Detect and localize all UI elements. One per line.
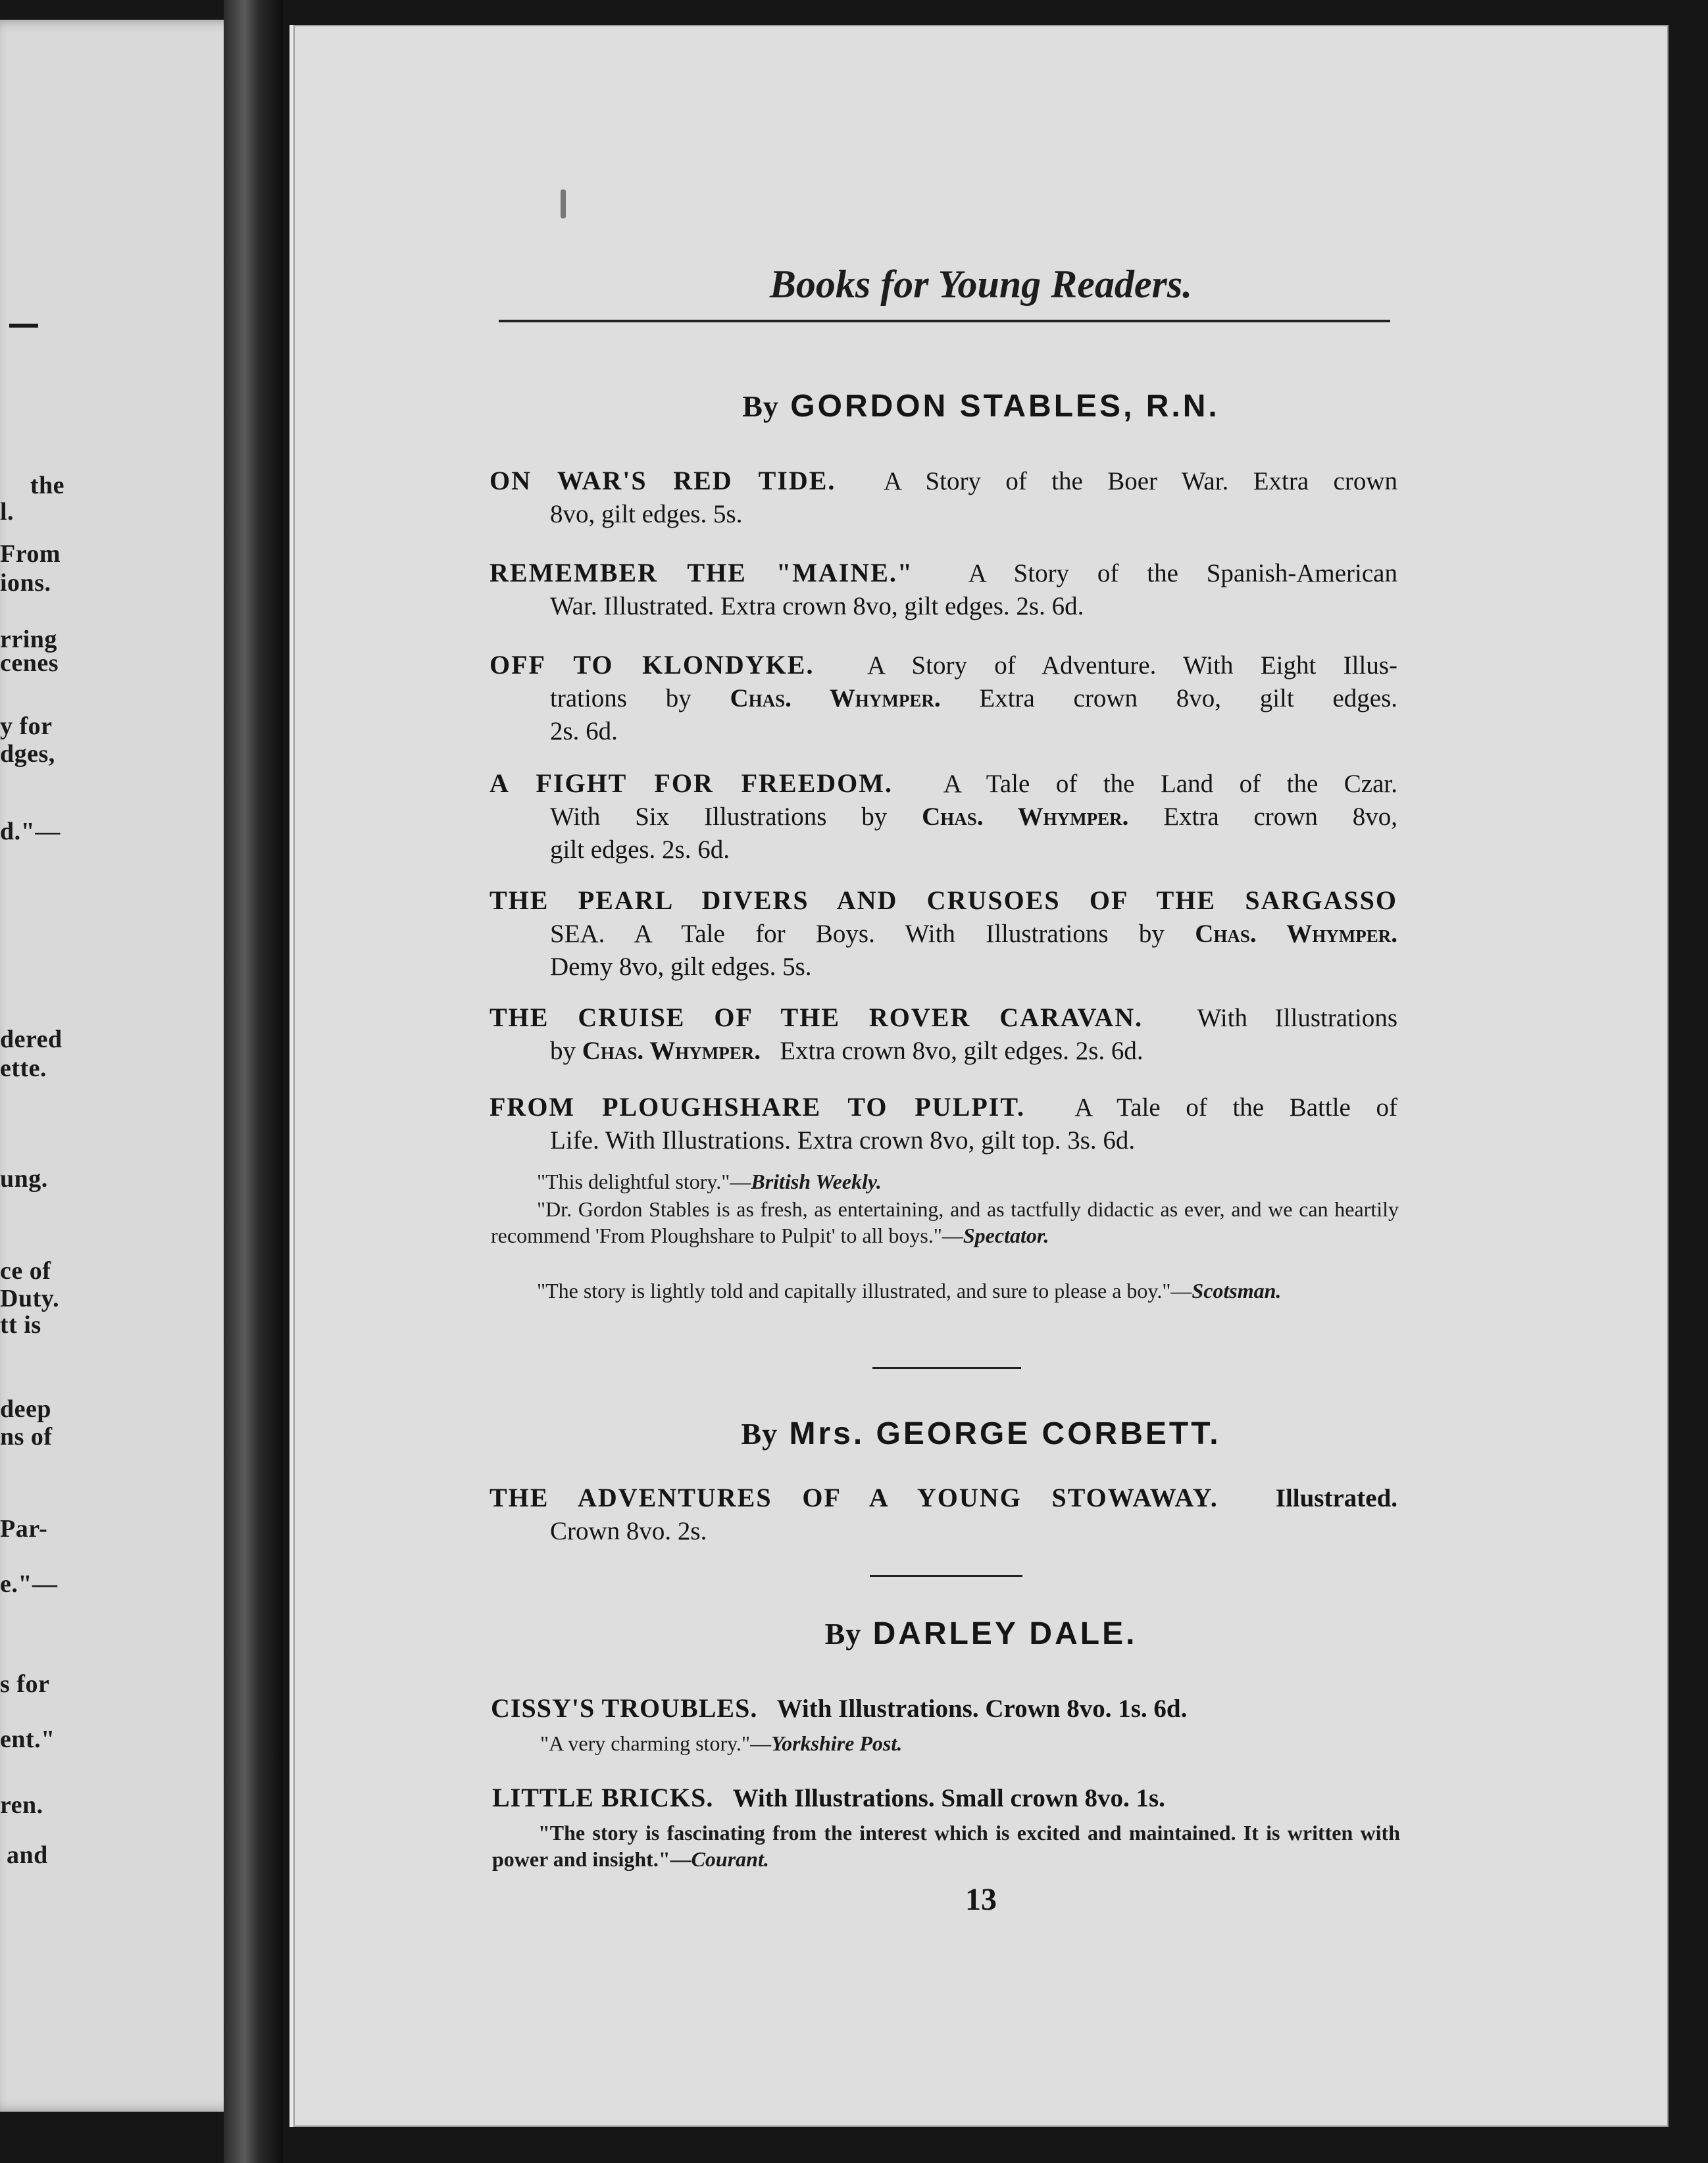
press-quote	[491, 1278, 1399, 1304]
book-entry	[491, 1692, 1399, 1726]
illustrator-name: Chas. Whymper.	[730, 684, 941, 712]
fragment: Par-	[0, 1515, 48, 1543]
fragment: From	[0, 540, 61, 568]
quote-source: British Weekly.	[751, 1170, 882, 1193]
book-description: With Illustrations. Crown 8vo. 1s. 6d.	[776, 1695, 1188, 1723]
catalogue-page	[289, 25, 1669, 2127]
book-description: With Illustrations	[1197, 1004, 1397, 1032]
author-heading	[293, 1616, 1669, 1652]
book-price: 2s. 6d.	[550, 717, 618, 745]
book-details: SEA. A Tale for Boys. With Illustrations by	[550, 920, 1165, 948]
quote-source: Yorkshire Post.	[771, 1731, 903, 1755]
fragment: ce of	[0, 1257, 51, 1285]
section-divider	[872, 1367, 1021, 1369]
book-title: THE CRUISE OF THE ROVER CARAVAN.	[490, 1003, 1143, 1032]
fragment: deep	[0, 1395, 51, 1423]
fragment: Duty.	[0, 1285, 60, 1312]
fragment: rring	[0, 626, 57, 653]
book-title: OFF TO KLONDYKE.	[490, 650, 815, 680]
book-title: THE ADVENTURES OF A YOUNG STOWAWAY.	[490, 1483, 1218, 1512]
quote-source: Scotsman.	[1192, 1279, 1282, 1303]
quote-text: "The story is fascinating from the interest which is excited and maintained. It is written with power and insight."—	[492, 1821, 1400, 1871]
fragment: e."—	[0, 1570, 58, 1598]
illustrator-name: Chas. Whymper.	[922, 803, 1129, 831]
fragment: ions.	[0, 569, 51, 597]
fragment: ung.	[0, 1165, 48, 1193]
book-details: Extra crown 8vo, gilt edges. 2s. 6d.	[780, 1037, 1143, 1065]
illustrator-name: Chas. Whymper.	[582, 1037, 761, 1065]
book-details: trations by	[550, 684, 691, 712]
author-heading	[293, 1416, 1669, 1452]
section-divider	[870, 1575, 1022, 1577]
book-title: A FIGHT FOR FREEDOM.	[490, 768, 893, 798]
book-title: FROM PLOUGHSHARE TO PULPIT.	[490, 1092, 1026, 1122]
header-rule	[499, 320, 1390, 322]
book-details: War. Illustrated. Extra crown 8vo, gilt edges. 2s. 6d.	[550, 592, 1084, 620]
fragment: dered	[0, 1026, 63, 1053]
book-details: Crown 8vo. 2s.	[550, 1517, 707, 1545]
quote-text: "This delightful story."—	[537, 1170, 751, 1193]
book-price: Demy 8vo, gilt edges. 5s.	[550, 953, 812, 981]
book-title: ON WAR'S RED TIDE.	[490, 466, 836, 495]
book-entry	[490, 1091, 1397, 1157]
fragment: ns of	[0, 1423, 53, 1451]
fragment: the	[30, 472, 64, 499]
book-title: CISSY'S TROUBLES.	[491, 1693, 758, 1723]
book-details: Life. With Illustrations. Extra crown 8vo, gilt top. 3s. 6d.	[550, 1126, 1136, 1155]
book-price: gilt edges. 2s. 6d.	[550, 835, 730, 864]
page-number: 13	[965, 1882, 997, 1917]
fragment: d."—	[0, 818, 61, 845]
facing-page	[0, 20, 242, 2112]
book-description: A Story of Adventure. With Eight Illus-	[867, 651, 1398, 680]
quote-text: "The story is lightly told and capitally illustrated, and sure to please a boy."—	[537, 1279, 1192, 1303]
press-quote	[514, 1730, 1422, 1756]
illustrator-name: Chas. Whymper.	[1195, 920, 1397, 948]
quote-text: "Dr. Gordon Stables is as fresh, as entertaining, and as tactfully didactic as ever, and we can heartily recommend 'From Ploughshare to Pulpit' to all boys."—	[491, 1197, 1399, 1247]
book-entry	[490, 884, 1397, 983]
fragment: ent."	[0, 1726, 55, 1753]
book-description: A Tale of the Land of the Czar.	[943, 770, 1398, 798]
author-by: By	[742, 389, 779, 423]
fragment: ette.	[0, 1055, 47, 1082]
book-entry	[490, 1001, 1397, 1068]
book-entry	[490, 464, 1397, 531]
book-description: A Story of the Spanish-American	[968, 559, 1397, 587]
book-description: With Illustrations. Small crown 8vo. 1s.	[732, 1784, 1165, 1812]
fragment: and	[7, 1841, 48, 1869]
paper-mark	[561, 189, 566, 218]
book-entry	[490, 767, 1397, 866]
author-by: By	[741, 1417, 778, 1451]
quote-source: Spectator.	[963, 1224, 1049, 1247]
running-head: Books for Young Readers.	[769, 262, 1193, 306]
page-content	[293, 25, 1669, 2127]
book-details: With Six Illustrations by	[550, 803, 888, 831]
book-gutter	[224, 0, 283, 2163]
press-quote	[492, 1820, 1400, 1872]
fragment: dges,	[0, 740, 55, 768]
book-details: Extra crown 8vo, gilt edges.	[979, 684, 1398, 712]
author-by: By	[824, 1617, 862, 1651]
fragment: y for	[0, 712, 53, 740]
book-details: Extra crown 8vo,	[1163, 803, 1398, 831]
book-entry	[490, 1481, 1397, 1548]
book-title: REMEMBER THE "MAINE."	[490, 558, 914, 587]
fragment: s for	[0, 1670, 50, 1698]
press-quote	[491, 1196, 1399, 1249]
book-entry	[490, 649, 1397, 748]
quote-text: "A very charming story."—	[540, 1731, 772, 1755]
book-title: LITTLE BRICKS.	[492, 1783, 714, 1812]
book-description: A Tale of the Battle of	[1074, 1093, 1397, 1122]
book-description: A Story of the Boer War. Extra crown	[884, 467, 1397, 495]
author-name: GORDON STABLES, R.N.	[790, 389, 1220, 424]
book-details: by	[550, 1037, 576, 1065]
book-description: Illustrated.	[1275, 1484, 1398, 1512]
facing-page-fragments	[0, 20, 242, 2125]
facing-page-dash	[9, 324, 38, 328]
book-details: 8vo, gilt edges. 5s.	[550, 500, 743, 528]
press-quote	[491, 1168, 1399, 1195]
book-entry	[492, 1781, 1400, 1815]
fragment: tt is	[0, 1311, 41, 1339]
fragment: l.	[0, 498, 14, 526]
fragment: cenes	[0, 649, 59, 677]
author-name: Mrs. GEORGE CORBETT.	[789, 1416, 1221, 1451]
book-entry	[490, 557, 1397, 623]
book-title: THE PEARL DIVERS AND CRUSOES OF THE SARGASSO	[490, 885, 1397, 915]
author-heading	[293, 388, 1669, 424]
quote-source: Courant.	[691, 1847, 769, 1871]
fragment: ren.	[0, 1791, 43, 1819]
author-name: DARLEY DALE.	[872, 1616, 1138, 1651]
